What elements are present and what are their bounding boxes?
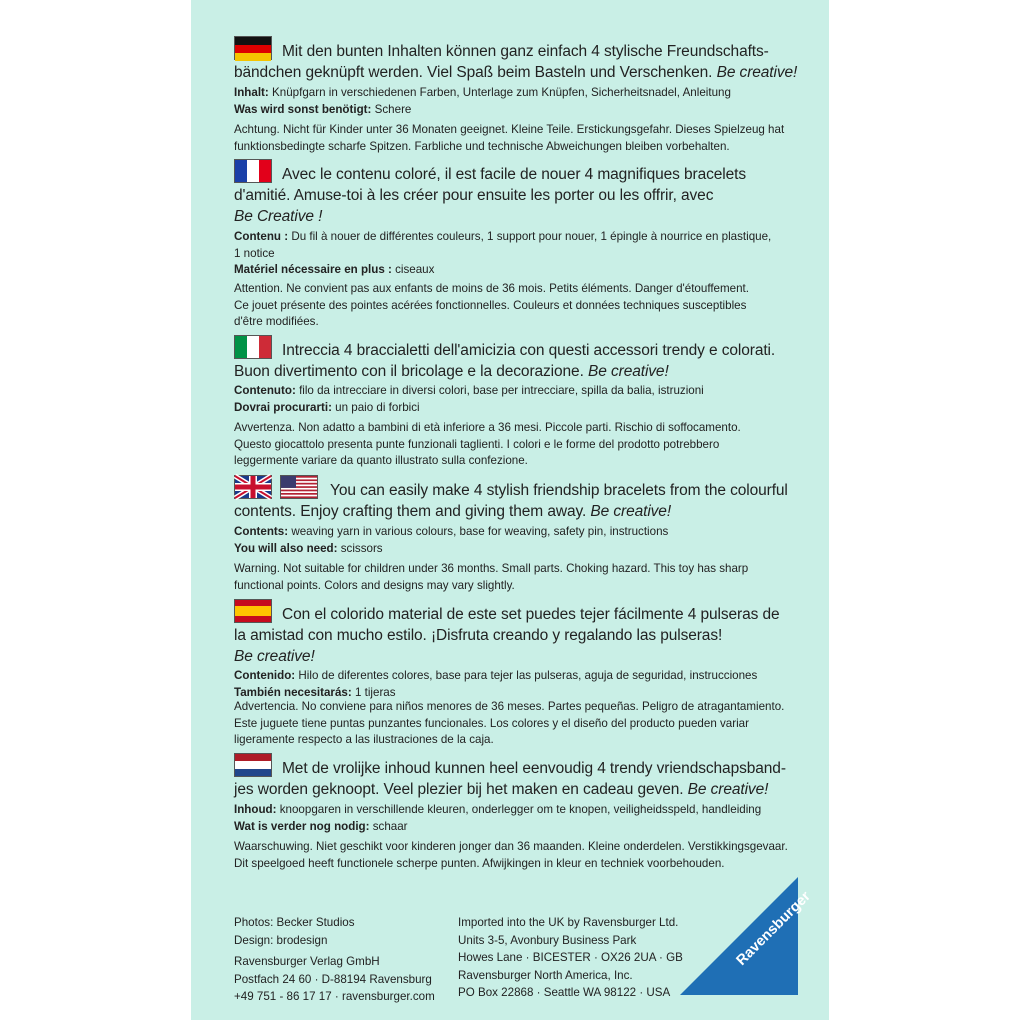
nl-intro: Met de vrolijke inhoud kunnen heel eenvoudig 4 trendy vriendschapsband- jes worden geknoopt. Veel plezier bij het maken en cadeau geven. Be creative! bbox=[234, 760, 786, 798]
es-intro: Con el colorido material de este set puedes tejer fácilmente 4 pulseras de la amistad con mucho estilo. ¡Disfruta creando y regalando las pulseras! Be creative! bbox=[234, 606, 780, 665]
ravensburger-logo-text: Ravensburger bbox=[733, 888, 814, 969]
it-warning: Avvertenza. Non adatto a bambini di età inferiore a 36 mesi. Piccole parti. Rischio di soffocamento. Questo giocattolo presenta punte funzionali taglienti. I colori e le forme del prodotto potrebbero leggermente variare da quanto illustrato sulla confezione. bbox=[234, 421, 741, 467]
fr-intro: Avec le contenu coloré, il est facile de nouer 4 magnifiques bracelets d'amitié. Amuse-toi à les créer pour ensuite les porter ou les offrir, avec Be Creative ! bbox=[234, 166, 747, 225]
en-intro: You can easily make 4 stylish friendship bracelets from the colourful contents. Enjoy crafting them and giving them away. Be creative! bbox=[234, 482, 788, 520]
fr-warning: Attention. Ne convient pas aux enfants de moins de 36 mois. Petits éléments. Danger d'étouffement. Ce jouet présente des pointes acérées fonctionnelles. Couleurs et données techniques susceptibles d'être modifiées. bbox=[234, 282, 749, 328]
nl-warning: Waarschuwing. Niet geschikt voor kinderen jonger dan 36 maanden. Kleine onderdelen. Verstikkingsgevaar. Dit speelgoed heeft functionele scherpe punten. Afwijkingen in kleur en techniek voorbehouden. bbox=[234, 840, 788, 870]
footer-importer: Imported into the UK by Ravensburger Ltd. Units 3-5, Avonbury Business Park Howes Lane · BICESTER · OX26 2UA · GB Ravensburger North America, Inc. PO Box 22868 · Seattle WA 98122 · USA bbox=[458, 916, 683, 999]
de-intro: Mit den bunten Inhalten können ganz einfach 4 stylische Freundschafts- bändchen geknüpft werden. Viel Spaß beim Basteln und Verschenken. Be creative! bbox=[234, 43, 798, 81]
it-details: Contenuto: filo da intrecciare in diversi colori, base per intrecciare, spilla da balia, istruzioni Dovrai procurarti: un paio di forbici bbox=[234, 384, 704, 414]
fr-details: Contenu : Du fil à nouer de différentes couleurs, 1 support pour nouer, 1 épingle à nourrice en plastique, 1 notice Matériel nécessaire en plus : ciseaux bbox=[234, 230, 772, 276]
es-warning: Advertencia. No conviene para niños menores de 36 meses. Partes pequeñas. Peligro de atragantamiento. Este juguete tiene puntas punzantes funcionales. Los colores y el diseño del producto pueden variar ligeramente respecto a las ilustraciones de la caja. bbox=[234, 700, 785, 746]
de-details: Inhalt: Knüpfgarn in verschiedenen Farben, Unterlage zum Knüpfen, Sicherheitsnadel, Anleitung Was wird sonst benötigt: Schere bbox=[234, 86, 731, 116]
it-intro: Intreccia 4 braccialetti dell'amicizia con questi accessori trendy e colorati. Buon divertimento con il bricolage e la decorazione. Be creative! bbox=[234, 342, 776, 380]
footer-credits: Photos: Becker Studios Design: brodesign Ravensburger Verlag GmbH Postfach 24 60 · D-88194 Ravensburg +49 751 - 86 17 17 · ravensburger.com bbox=[234, 916, 435, 1003]
package-back-panel bbox=[191, 0, 829, 1020]
nl-details: Inhoud: knoopgaren in verschillende kleuren, onderlegger om te knopen, veiligheidsspeld, handleiding Wat is verder nog nodig: schaar bbox=[234, 803, 762, 833]
de-warning: Achtung. Nicht für Kinder unter 36 Monaten geeignet. Kleine Teile. Erstickungsgefahr. Dieses Spielzeug hat funktionsbedingte scharfe Spitzen. Farbliche und technische Abweichungen bleiben vorbehalten. bbox=[234, 123, 785, 153]
es-details: Contenido: Hilo de diferentes colores, base para tejer las pulseras, aguja de seguridad, instrucciones También necesitarás: 1 tijeras bbox=[234, 669, 758, 699]
ravensburger-logo-icon bbox=[680, 877, 814, 995]
en-details: Contents: weaving yarn in various colours, base for weaving, safety pin, instructions You will also need: scissors bbox=[234, 525, 669, 555]
en-warning: Warning. Not suitable for children under 36 months. Small parts. Choking hazard. This toy has sharp functional points. Colors and designs may vary slightly. bbox=[234, 562, 749, 592]
